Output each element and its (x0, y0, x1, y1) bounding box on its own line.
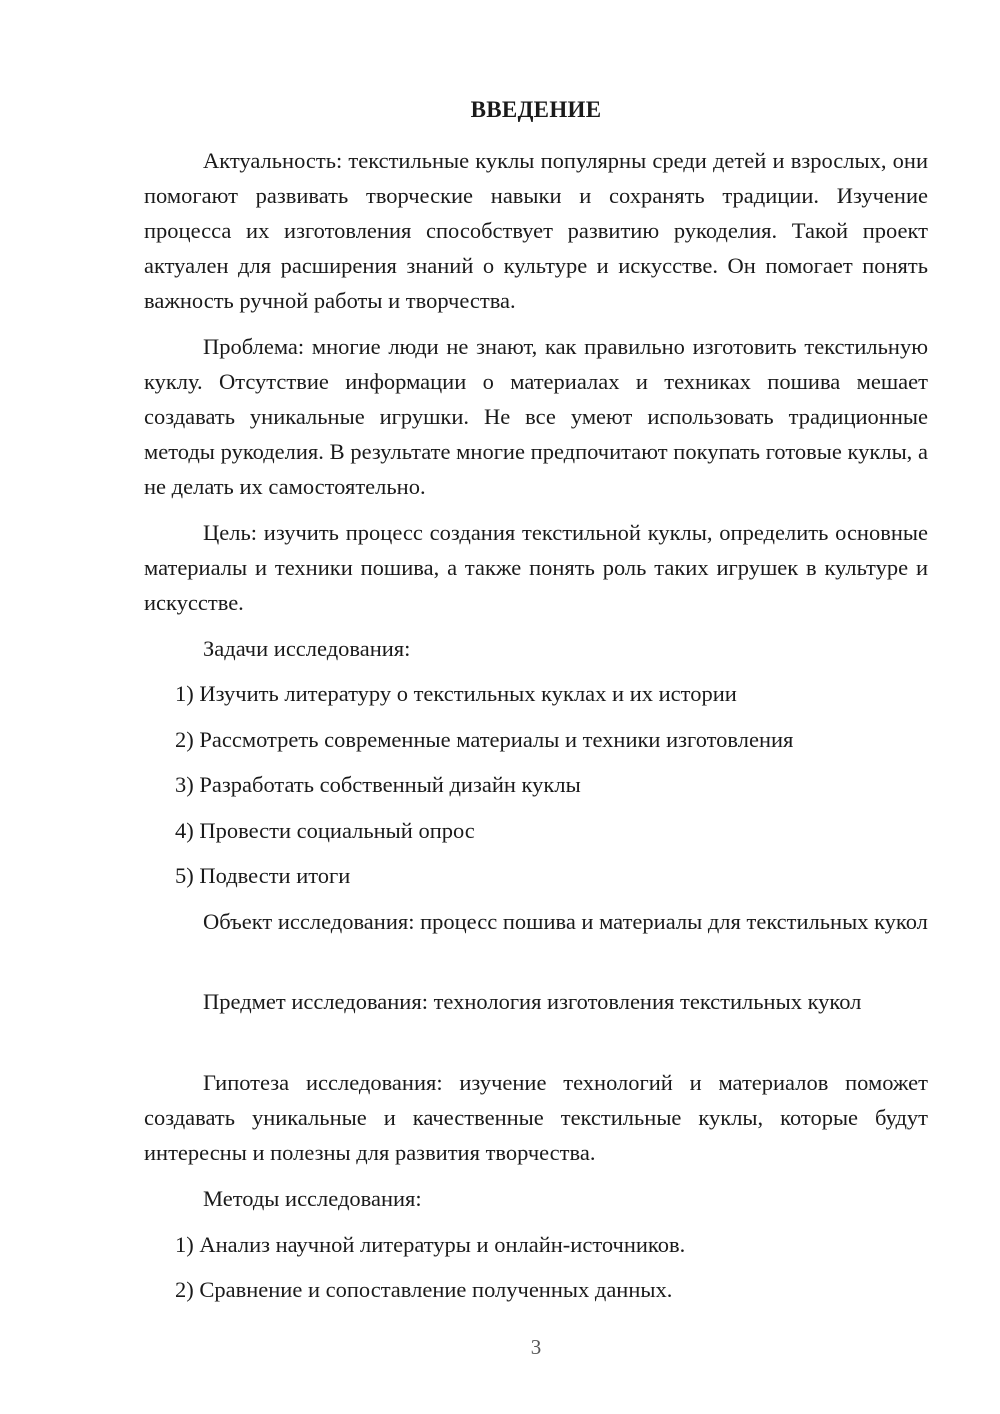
problem-paragraph: Проблема: многие люди не знают, как правильно изготовить текстильную куклу. Отсутствие информации о материалах и техниках пошива мешает создавать уникальные игрушки. Не все умеют использовать традиционные методы рукоделия. В результате многие предпочитают покупать готовые куклы, а не делать их самостоятельно. (144, 334, 928, 499)
method-item: 2) Сравнение и сопоставление полученных данных. (175, 1277, 673, 1302)
methods-heading: Методы исследования: (203, 1186, 422, 1211)
method-item: 1) Анализ научной литературы и онлайн-источников. (175, 1232, 686, 1257)
subject-paragraph: Предмет исследования: технология изготовления текстильных кукол (203, 989, 862, 1014)
page-number: 3 (530, 1335, 542, 1359)
task-item: 1) Изучить литературу о текстильных куклах и их истории (175, 681, 737, 706)
task-item: 2) Рассмотреть современные материалы и техники изготовления (175, 727, 794, 752)
goal-paragraph: Цель: изучить процесс создания текстильной куклы, определить основные материалы и техники пошива, а также понять роль таких игрушек в культуре и искусстве. (144, 520, 928, 615)
task-item: 5) Подвести итоги (175, 863, 351, 888)
tasks-heading: Задачи исследования: (203, 636, 411, 661)
task-item: 4) Провести социальный опрос (175, 818, 475, 843)
task-item: 3) Разработать собственный дизайн куклы (175, 772, 581, 797)
hypothesis-paragraph: Гипотеза исследования: изучение технологий и материалов поможет создавать уникальные и качественные текстильные куклы, которые будут интересны и полезны для развития творчества. (144, 1070, 928, 1165)
object-paragraph: Объект исследования: процесс пошива и материалы для текстильных кукол (203, 909, 928, 934)
relevance-paragraph: Актуальность: текстильные куклы популярны среди детей и взрослых, они помогают развивать творческие навыки и сохранять традиции. Изучение процесса их изготовления способствует развитию рукоделия. Такой проект актуален для расширения знаний о культуре и искусстве. Он помогает понять важность ручной работы и творчества. (144, 148, 928, 313)
page-title: ВВЕДЕНИЕ (470, 97, 602, 122)
